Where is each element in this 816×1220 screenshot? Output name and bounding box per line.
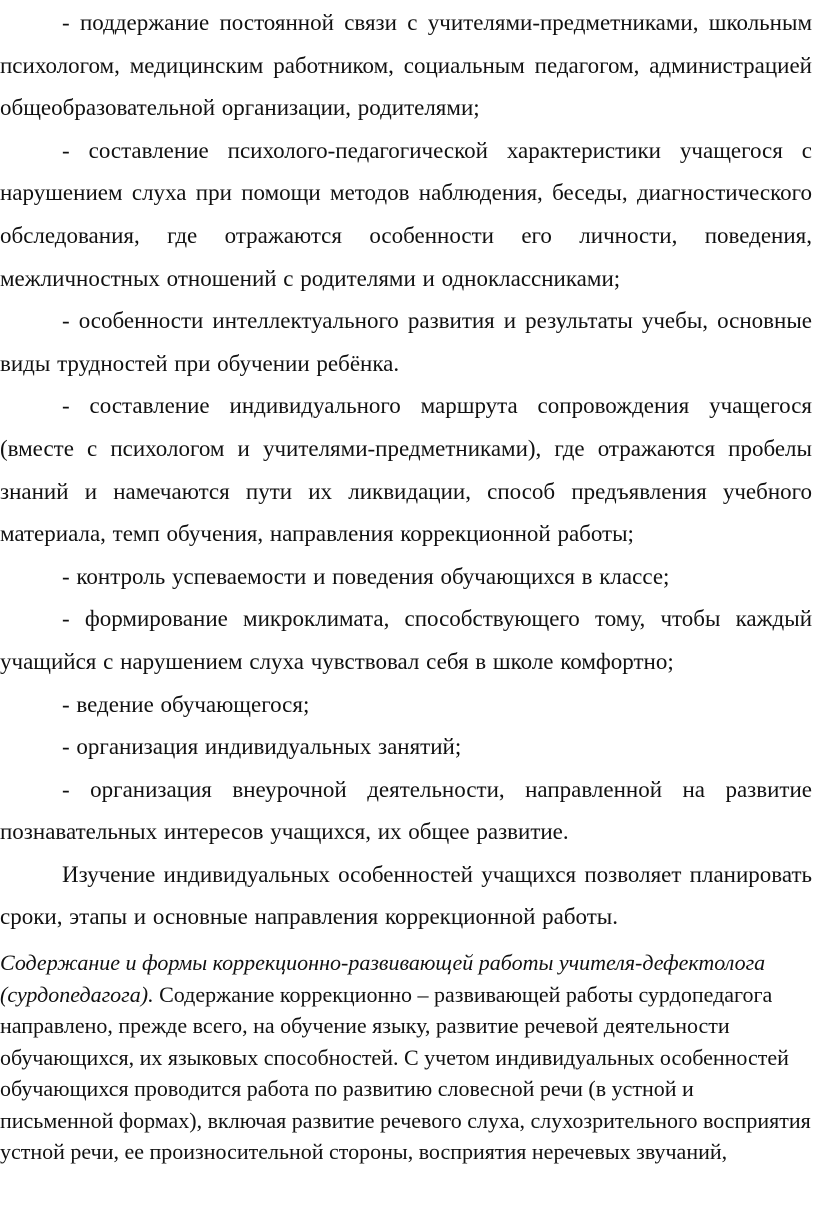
section-content-forms bbox=[0, 947, 812, 1168]
paragraph-intellect: - особенности интеллектуального развития и результаты учебы, основные виды трудностей при обучении ребёнка. bbox=[0, 308, 812, 376]
paragraph-control: - контроль успеваемости и поведения обучающихся в классе; bbox=[62, 563, 670, 589]
section-body: Содержание коррекционно – развивающей работы сурдопедагога направлено, прежде всего, на обучение языку, развитие речевой деятельности обучающихся, их языковых способностей. С учетом индивидуальных особенностей обучающихся проводится работа по развитию словесной речи (в устной и письменной формах), включая развитие речевого слуха, слухозрительного восприятия устной речи, ее произносительной стороны, восприятия неречевых звучаний, bbox=[0, 981, 811, 1165]
paragraph-route: - составление индивидуального маршрута сопровождения учащегося (вместе с психологом и учителями-предметниками), где отражаются пробелы знаний и намечаются пути их ликвидации, способ предъявления учебного материала, темп обучения, направления коррекционной работы; bbox=[0, 393, 812, 547]
paragraph-contact: - поддержание постоянной связи с учителями-предметниками, школьным психологом, медицинским работником, социальным педагогом, администрацией общеобразовательной организации, родителями; bbox=[0, 10, 812, 121]
paragraph-guidance: - ведение обучающегося; bbox=[62, 691, 310, 717]
paragraph-microclimate: - формирование микроклимата, способствующего тому, чтобы каждый учащийся с нарушением слуха чувствовал себя в школе комфортно; bbox=[0, 606, 812, 674]
section-title: Содержание и формы коррекционно-развивающей работы учителя-дефектолога (сурдопедагога). bbox=[0, 950, 766, 1007]
paragraph-extracurricular: - организация внеурочной деятельности, направленной на развитие познавательных интересов учащихся, их общее развитие. bbox=[0, 776, 812, 845]
paragraph-individual-lessons: - организация индивидуальных занятий; bbox=[62, 734, 462, 760]
paragraph-study: Изучение индивидуальных особенностей учащихся позволяет планировать сроки, этапы и основные направления коррекционной работы. bbox=[0, 861, 812, 930]
paragraph-characteristics: - составление психолого-педагогической характеристики учащегося с нарушением слуха при помощи методов наблюдения, беседы, диагностического обследования, где отражаются особенности его личности, поведения, межличностных отношений с родителями и одноклассниками; bbox=[0, 137, 812, 291]
